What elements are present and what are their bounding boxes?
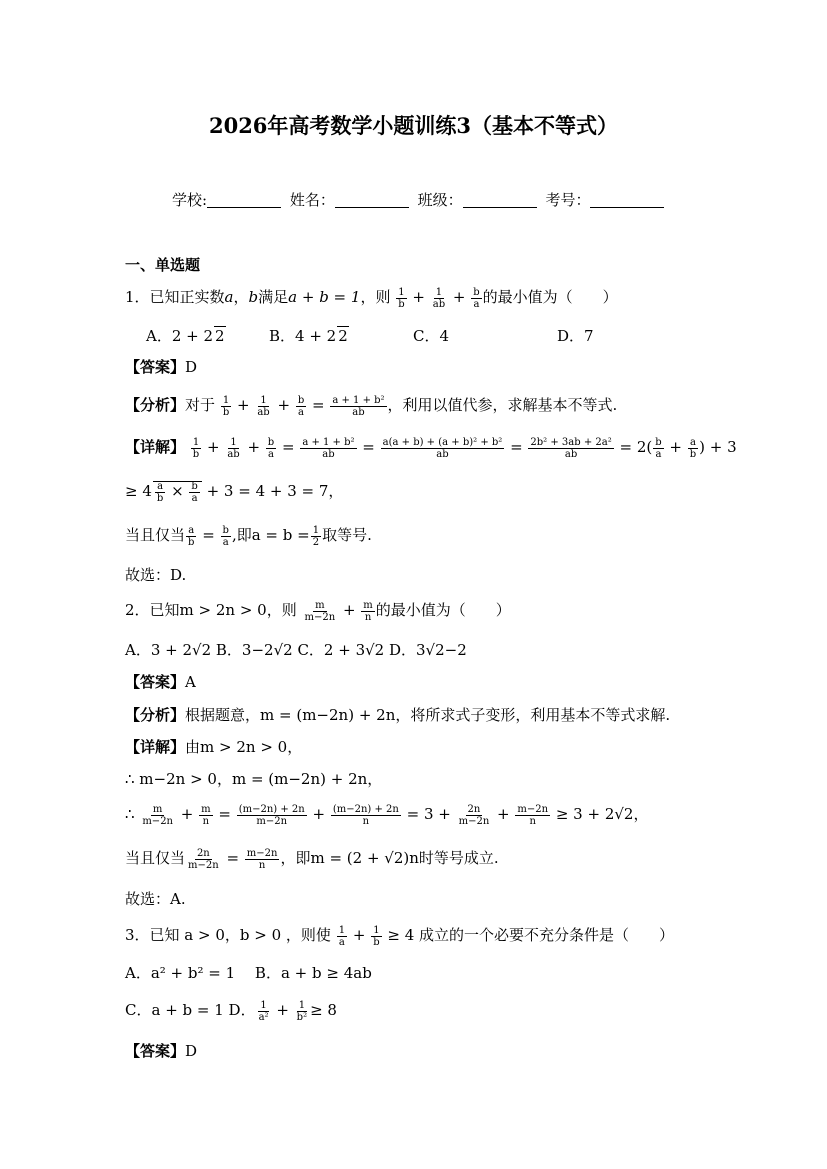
q1-detail: 【详解】 $\frac{1}{b}$ + $\frac{1}{ab}$ + $\frac{b}{a}$ = $\frac{\text{a + 1 + b²}}{ab}$ = $\frac{\text{a(a + b) + (a + b)² + b²}}{ab}$ = $\frac{\text{2b² + 3ab + 2a²}}{ab}$ = 2( $\frac{b}{a}$ + $\frac{a}{b}$ ) + 3: [125, 436, 737, 460]
name-label: 姓名：: [289, 191, 335, 209]
q1-stem: 1．已知正实数a，b满足a + b = 1，则 $\frac{1}{b}$ + $\frac{1}{ab}$ + $\frac{b}{a}$ 的最小值为（ ）: [125, 286, 618, 310]
class-label: 班级：: [417, 191, 463, 209]
q2-analysis: 【分析】根据题意，m = (m−2n) + 2n，将所求式子变形，利用基本不等式求解.: [125, 706, 671, 724]
q3-options-1: A．a² + b² = 1 B．a + b ≥ 4ab: [125, 964, 372, 982]
q2-detail-3: ∴ $\frac{m}{m-2n}$ + $\frac{m}{n}$ = $\frac{(m-2n) + 2n}{m-2n}$ + $\frac{(m-2n) + 2n}{n}$ = 3 + $\frac{2n}{m-2n}$ + $\frac{m-2n}{n}$ ≥ 3 + 2√2，: [125, 803, 649, 827]
q2-detail-2: ∴ m−2n > 0，m = (m−2n) + 2n，: [125, 770, 383, 788]
q2-choose: 故选：A.: [125, 890, 186, 908]
section-heading: 一、单选题: [125, 256, 201, 274]
q1-option-d: D．7: [557, 327, 594, 345]
q1-equality: 当且仅当 $\frac{a}{b}$ = $\frac{b}{a}$ ,即a = b = $\frac{1}{2}$ 取等号.: [125, 524, 372, 548]
student-info-line: [172, 189, 668, 210]
class-blank[interactable]: [463, 192, 537, 208]
q3-stem: 3．已知 a > 0，b > 0 ，则使 $\frac{1}{a}$ + $\frac{1}{b}$ ≥ 4 成立的一个必要不充分条件是（ ）: [125, 924, 675, 948]
q2-stem: 2．已知m > 2n > 0，则 $\frac{m}{m-2n}$ + $\frac{m}{n}$ 的最小值为（ ）: [125, 599, 511, 623]
q3-options-2: C．a + b = 1 D． $\frac{1}{\text{a²}}$ + $\frac{1}{\text{b²}}$ ≥ 8: [125, 999, 337, 1023]
q2-detail-1: 【详解】由m > 2n > 0，: [125, 738, 303, 756]
school-label: 学校:: [172, 191, 208, 209]
q1-option-b: B．4 + 2 2: [269, 327, 348, 345]
q1-answer: 【答案】D: [125, 358, 198, 376]
q1-option-a: A．2 + 2 2: [146, 327, 225, 345]
name-blank[interactable]: [335, 192, 409, 208]
q3-answer: 【答案】D: [125, 1042, 198, 1060]
q1-analysis: 【分析】对于 $\frac{1}{b}$ + $\frac{1}{ab}$ + $\frac{b}{a}$ = $\frac{\text{a + 1 + b²}}{ab}$ ，利用以值代参，求解基本不等式.: [125, 394, 618, 418]
q2-answer: 【答案】A: [125, 673, 196, 691]
exam-no-blank[interactable]: [590, 192, 664, 208]
exam-no-label: 考号：: [545, 191, 591, 209]
q1-option-c: C．4: [413, 327, 450, 345]
school-blank[interactable]: [207, 192, 281, 208]
q2-options: A．3 + 2√2 B．3−2√2 C．2 + 3√2 D．3√2−2: [125, 641, 467, 659]
page-title: 2026年高考数学小题训练3（基本不等式）: [208, 113, 619, 138]
q1-detail-line2: ≥ 4 $\frac{a}{b}$ × $\frac{b}{a}$ + 3 = 4 + 3 = 7，: [125, 480, 344, 504]
q1-choose: 故选：D.: [125, 566, 187, 584]
q2-equality: 当且仅当 $\frac{2n}{m-2n}$ = $\frac{m-2n}{n}$ ，即m = (2 + √2)n时等号成立.: [125, 847, 499, 871]
